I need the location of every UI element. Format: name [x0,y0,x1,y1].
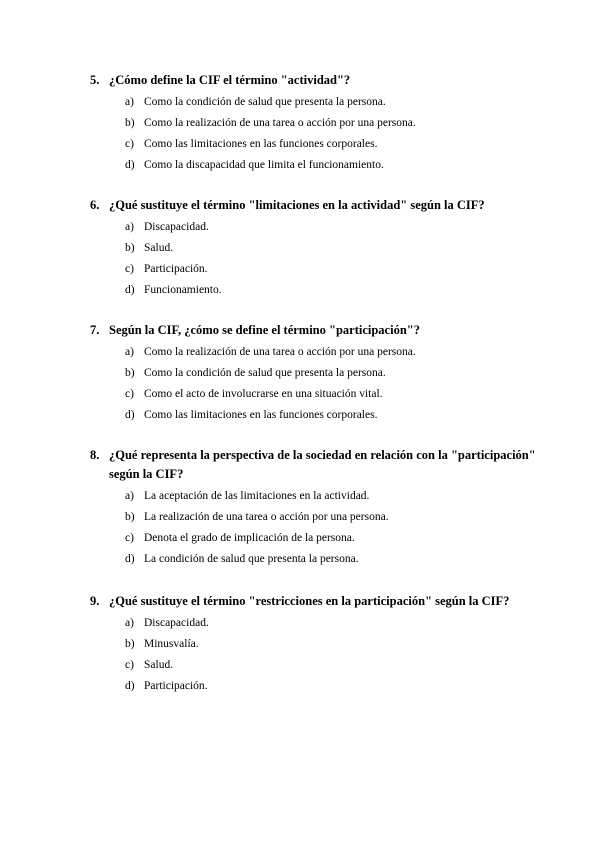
question-heading [90,321,540,340]
option-letter: c) [125,532,134,544]
option-letter: a) [125,221,134,233]
question-text: Según la CIF, ¿cómo se define el término "participación"? [109,323,420,337]
option-text: Denota el grado de implicación de la persona. [144,532,355,544]
option-b [90,238,540,259]
option-text: La condición de salud que presenta la persona. [144,553,359,565]
option-text: Como la realización de una tarea o acción por una persona. [144,117,416,129]
option-text: Funcionamiento. [144,284,222,296]
question-heading [90,71,540,90]
option-letter: d) [125,159,135,171]
option-letter: d) [125,553,135,565]
option-text: Como la discapacidad que limita el funcionamiento. [144,159,384,171]
option-text: Minusvalía. [144,638,199,650]
option-d [90,549,540,570]
question-heading [90,592,540,611]
option-b [90,113,540,134]
option-text: La realización de una tarea o acción por una persona. [144,511,389,523]
option-c [90,384,540,405]
option-letter: b) [125,367,135,379]
option-list [90,342,540,426]
question-text: ¿Qué representa la perspectiva de la sociedad en relación con la "participación" según la CIF? [109,448,536,481]
option-letter: c) [125,388,134,400]
option-text: Salud. [144,242,174,254]
option-text: Como la condición de salud que presenta la persona. [144,96,386,108]
option-letter: c) [125,138,134,150]
option-a [90,342,540,363]
option-text: Participación. [144,263,208,275]
option-a [90,217,540,238]
question-heading [90,446,540,484]
option-c [90,259,540,280]
option-letter: a) [125,96,134,108]
option-a [90,92,540,113]
option-letter: a) [125,490,134,502]
option-text: Discapacidad. [144,221,209,233]
question-6 [90,196,540,301]
option-a [90,486,540,507]
option-c [90,655,540,676]
option-text: Salud. [144,659,174,671]
option-letter: d) [125,284,135,296]
option-letter: b) [125,511,135,523]
option-letter: b) [125,117,135,129]
option-letter: a) [125,617,134,629]
option-text: Como las limitaciones en las funciones corporales. [144,138,378,150]
question-number: 8. [90,448,100,462]
question-9 [90,592,540,697]
option-letter: c) [125,263,134,275]
option-list [90,613,540,697]
option-letter: d) [125,409,135,421]
option-d [90,405,540,426]
option-text: La aceptación de las limitaciones en la actividad. [144,490,370,502]
option-letter: c) [125,659,134,671]
option-text: Participación. [144,680,208,692]
option-letter: b) [125,638,135,650]
option-letter: b) [125,242,135,254]
question-number: 9. [90,594,100,608]
option-letter: a) [125,346,134,358]
option-b [90,507,540,528]
option-text: Discapacidad. [144,617,209,629]
option-d [90,676,540,697]
question-7 [90,321,540,426]
option-list [90,92,540,176]
option-text: Como las limitaciones en las funciones corporales. [144,409,378,421]
question-heading [90,196,540,215]
option-d [90,155,540,176]
question-number: 7. [90,323,100,337]
option-b [90,363,540,384]
option-c [90,528,540,549]
option-a [90,613,540,634]
question-text: ¿Qué sustituye el término "restricciones en la participación" según la CIF? [109,594,510,608]
question-text: ¿Qué sustituye el término "limitaciones en la actividad" según la CIF? [109,198,485,212]
question-8 [90,446,540,570]
option-c [90,134,540,155]
option-d [90,280,540,301]
option-letter: d) [125,680,135,692]
option-list [90,217,540,301]
question-text: ¿Cómo define la CIF el término "actividad"? [109,73,351,87]
question-5 [90,71,540,176]
option-text: Como la condición de salud que presenta la persona. [144,367,386,379]
question-number: 6. [90,198,100,212]
option-text: Como la realización de una tarea o acción por una persona. [144,346,416,358]
option-text: Como el acto de involucrarse en una situación vital. [144,388,383,400]
option-list [90,486,540,570]
question-number: 5. [90,73,100,87]
option-b [90,634,540,655]
